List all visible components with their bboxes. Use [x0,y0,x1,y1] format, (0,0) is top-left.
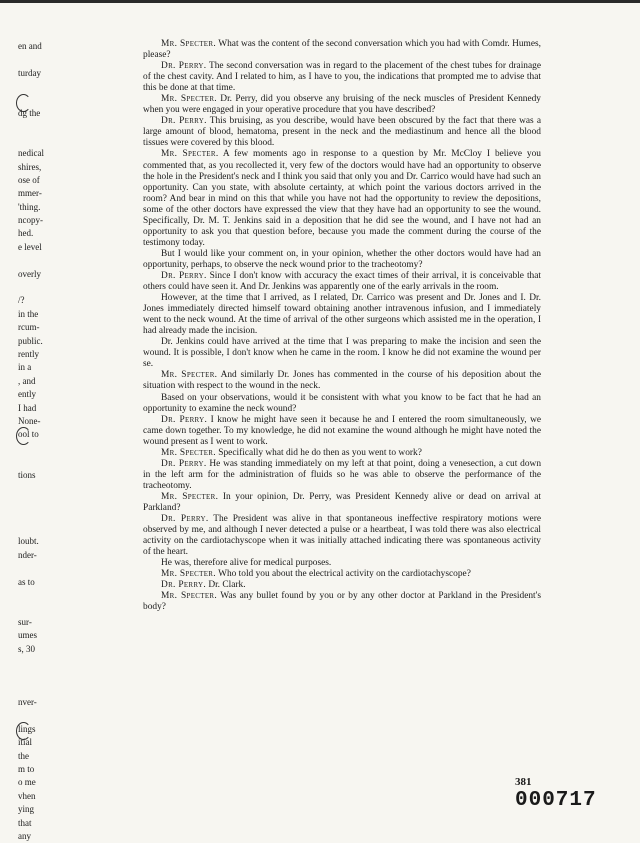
transcript-paragraph [143,580,541,591]
margin-fragment [18,656,66,669]
margin-fragment: rently [18,348,39,359]
margin-fragment: as to [18,576,35,587]
speaker-label: Dr. Perry. [161,61,207,72]
margin-fragment: ying [18,804,35,815]
margin-fragment [18,53,66,66]
document-id-stamp: 000717 [515,789,597,812]
margin-fragment [18,522,66,535]
margin-fragment: , and [18,375,36,386]
speaker-label: Dr. Perry. [161,270,207,281]
margin-fragment: dg the [18,107,41,118]
margin-fragment: mmer- [18,188,42,199]
paragraph-text: However, at the time that I arrived, as I related, Dr. Carrico was present and Dr. Jones and I. Dr. Jones immediately directed himself toward obtaining another intravenous infusion, and I immediately went to the neck wound. At the time of arrival of the other surgeons which assisted me in the operation, I had already made the incision. [143,293,541,337]
paragraph-text: Dr. Clark. [205,580,246,591]
transcript-paragraph [143,293,541,337]
margin-fragment: hed. [18,228,34,239]
paragraph-text: Dr. Perry, did you observe any bruising of the neck muscles of President Kennedy when you were engaged in your operative procedure that you have described? [143,94,541,116]
margin-fragment: nedical [18,148,44,159]
transcript-paragraph [143,94,541,116]
margin-fragment [18,710,66,723]
speaker-label: Mr. Specter. [161,569,216,580]
margin-fragment: s, 30 [18,643,36,654]
margin-fragment [18,589,66,602]
paragraph-text: In your opinion, Dr. Perry, was President Kennedy alive or dead on arrival at Parkland? [143,491,541,513]
margin-fragment: rcum- [18,322,40,333]
margin-fragment: ently [18,389,36,400]
margin-fragment: turday [18,67,41,78]
speaker-label: Mr. Specter. [161,39,216,49]
margin-fragment: e level [18,241,42,252]
transcript-paragraph [143,558,541,569]
transcript-paragraph [143,569,541,580]
speaker-label: Mr. Specter. [161,447,216,458]
transcript-paragraph [143,337,541,370]
margin-fragment: vhen [18,790,36,801]
margin-fragment [18,120,66,133]
margin-fragment: nder- [18,549,37,560]
margin-fragment: en and [18,41,42,51]
speaker-label: Mr. Specter. [161,491,219,502]
speaker-label: Dr. Perry. [161,414,208,425]
transcript-paragraph [143,370,541,392]
binder-hole-icon [16,427,31,445]
margin-fragment [18,455,66,468]
margin-fragment: nver- [18,697,37,708]
transcript-paragraph [143,591,541,613]
paragraph-text: Dr. Jenkins could have arrived at the time that I was preparing to make the incision and seen the wound. It is possible, I don't know when he came in the room. I know he did not examine the wound per se. [143,337,541,370]
margin-fragment: itial [18,737,32,748]
margin-fragment: in a [18,362,32,373]
paragraph-text: I know he might have seen it because he and I entered the room simultaneously, we came down together. To my knowledge, he did not examine the wound although he might have noted the wound present as I went to work. [143,414,541,447]
margin-fragment [18,495,66,508]
paragraph-text: Since I don't know with accuracy the exact times of their arrival, it is conceivable that others could have seen it. And Dr. Jenkins was apparently one of the early arrivals in the room. [143,270,542,293]
margin-fragment: ool to [18,429,39,440]
margin-fragment: loubt. [18,536,39,547]
margin-fragment: shires, [18,161,42,172]
speaker-label: Mr. Specter. [161,149,219,160]
transcript-paragraph [143,271,541,293]
margin-fragment [18,562,66,575]
paragraph-text: He was, therefore alive for medical purposes. [161,558,332,569]
transcript-paragraph [143,415,541,448]
transcript-paragraph [143,448,541,459]
margin-fragment: umes [18,630,37,641]
margin-fragment: 'thing. [18,201,41,212]
transcript-paragraph [143,514,541,558]
margin-fragment: tions [18,469,36,480]
margin-fragment [18,254,66,267]
transcript-paragraph [143,459,541,492]
speaker-label: Dr. Perry. [161,514,209,525]
paragraph-text: A few moments ago in response to a question by Mr. McCloy I believe you commented that, as you recollected it, very few of the doctors would have had an opportunity to observe the hole in the President's neck and I think you said that only you and Dr. Carrico would have had such an opportunity. Can you state, with absolute certainty, at which point the various doctors arrived in the room? And bear in mind on this that while you have not had the opportunity to review the depositions, some of the other doctors have expressed the view that they have had an opportunity to see the wound. Specifically, Dr. M. T. Jenkins said in a deposition that he did see the wound, and I have not had an opportunity to ask you that question before, because you made the comment during the course of the testimony today. [143,149,541,248]
speaker-label: Dr. Perry. [161,458,207,469]
paragraph-text: Was any bullet found by you or by any other doctor at Parkland in the President's body? [143,591,541,613]
paragraph-text: Who told you about the electrical activity on the cardiotachyscope? [215,569,471,580]
binder-hole-icon [16,94,31,112]
paragraph-text: Specifically what did he do then as you went to work? [215,447,422,458]
margin-fragment: that [18,817,32,828]
margin-fragment: ncopy- [18,215,43,226]
margin-fragment: /? [18,295,25,306]
margin-fragment: any [18,831,31,842]
transcript-paragraph [143,492,541,514]
margin-fragment: the [18,750,29,761]
paragraph-text: The President was alive in that spontaneous ineffective respiratory motions were observed by me, and although I never detected a pulse or a heartbeat, I was told there was also electrical activity on the cardiotachyscope when it was initially attached indicating there was spontaneous activity of the heart. [143,514,541,558]
margin-fragment: in the [18,308,39,319]
transcript-paragraph [143,116,541,149]
margin-fragment [18,683,66,696]
margin-fragment [18,602,66,615]
margin-fragment: ose of [18,174,40,185]
margin-fragment [18,669,66,682]
margin-fragment [18,482,66,495]
margin-fragment: m to [18,764,35,775]
speaker-label: Mr. Specter. [161,370,218,381]
speaker-label: Mr. Specter. [161,94,217,105]
margin-fragment [18,281,66,294]
transcript-paragraph [143,61,541,94]
margin-fragment: sur- [18,616,32,627]
margin-fragment: overly [18,268,41,279]
margin-fragment [18,509,66,522]
paragraph-text: And similarly Dr. Jones has commented in the course of his deposition about the situation with respect to the wound in the neck. [143,370,541,392]
margin-fragment: public. [18,335,43,346]
paragraph-text: But I would like your comment on, in your opinion, whether the other doctors would have had an opportunity, perhaps, to observe the neck wound prior to the tracheotomy? [143,248,541,270]
margin-fragment [18,134,66,147]
binder-hole-icon [16,722,31,740]
paragraph-text: The second conversation was in regard to the placement of the chest tubes for drainage of the chest cavity. And I related to him, as I have to you, the indications that prompted me to advise that this be done at that time. [143,61,542,94]
speaker-label: Dr. Perry. [161,580,206,591]
transcript-paragraph [143,39,541,61]
margin-fragment: None- [18,415,41,426]
paragraph-text: He was standing immediately on my left at that point, doing a venesection, a cut down in the left arm for the administration of fluids so he was able to observe the performance of the tracheotomy. [143,458,541,491]
page-number: 381 [515,776,532,788]
margin-fragment: I had [18,402,37,413]
paragraph-text: Based on your observations, would it be consistent with what you know to be fact that he had an opportunity to examine the neck wound? [143,392,541,414]
paragraph-text: What was the content of the second conversation which you had with Comdr. Humes, please? [143,39,541,61]
paragraph-text: This bruising, as you describe, would have been obscured by the fact that there was a large amount of blood, hematoma, present in the neck and the mediastinum and hence all the blood tissues were covered by this blood. [143,116,542,149]
speaker-label: Dr. Perry. [161,116,207,127]
transcript-paragraph [143,249,541,271]
speaker-label: Mr. Specter. [161,591,218,602]
margin-fragment: lings [18,723,36,734]
transcript-paragraph [143,149,541,248]
transcript-paragraph [143,393,541,415]
margin-fragment [18,80,66,93]
margin-fragment: o me [18,777,36,788]
testimony-transcript [143,39,541,613]
